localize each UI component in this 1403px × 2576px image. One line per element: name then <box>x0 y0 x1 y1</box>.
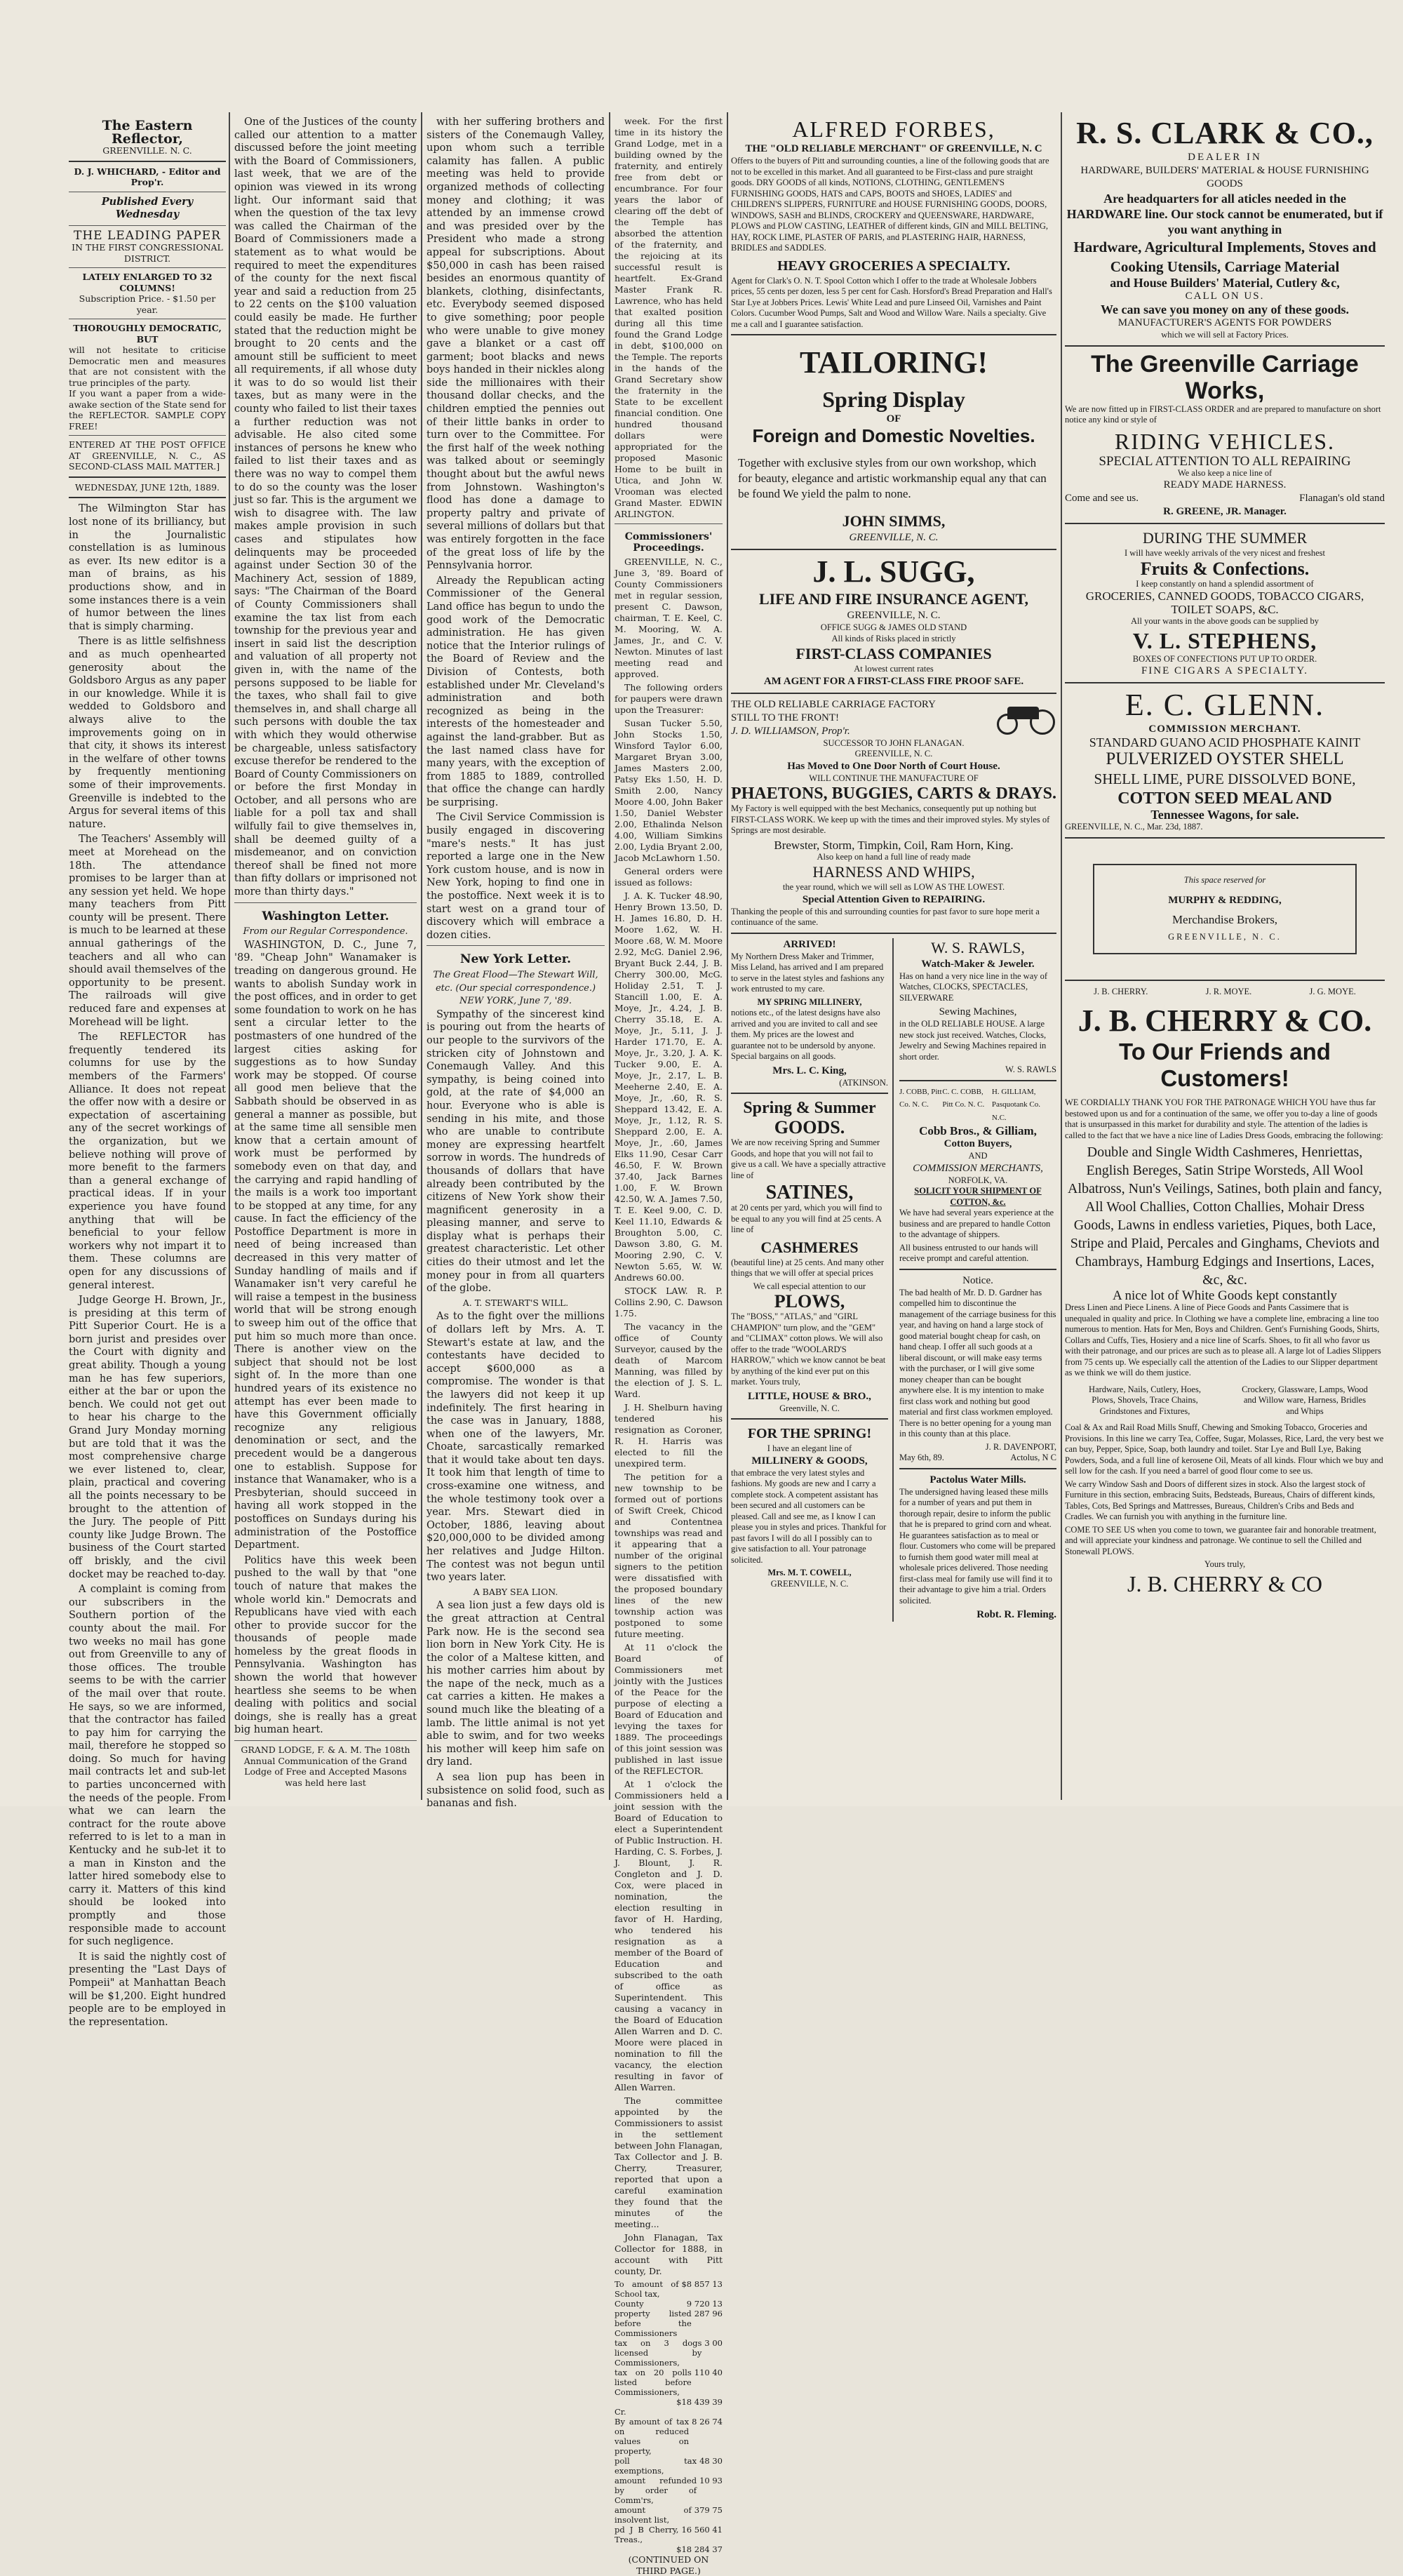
column-rule <box>421 112 422 1800</box>
glenn-guano: STANDARD GUANO ACID PHOSPHATE KAINIT <box>1089 735 1361 749</box>
ledger-row <box>615 2279 723 2299</box>
rawls-text2: in the OLD RELIABLE HOUSE. A large new stock just received. Watches, Clocks, Jewelry and Sewing Machines repaired in short order. <box>899 1019 1047 1062</box>
ledger-row <box>615 2299 723 2309</box>
article-paragraph: WASHINGTON, D. C., June 7, '89. "Cheap John" Wanamaker is treading on dangerous ground. He wants to abolish Sunday work in the post offices, and in order to get some foundation to work on he has sent a circular letter to the postmasters of one hundred of the largest cities asking for suggestions as to how Sunday work may be stopped. Of course all good men believe that the Sabbath should be observed in as general a manner as possible, but at the same time all sensible men know that a certain amount of work must be performed by somebody even on that day, and the carrying and rapid handling of the mails is a work too important to be stopped at any time, for any cause. In fact the efficiency of the Postoffice Department is more in need of being increased than decreased in this very matter of Sunday handling of mails and if Wanamaker isn't very careful he will raise a tempest in the business world that will be strong enough to sweep him out of the office that put him so much more than once. There is another view on the subject that should not be lost sight of. In the more than one hundred years of its existence no attempt has ever been made to have this Government officially recognize any religious denomination or sect, and the precedent would be a dangerous one to establish. Suppose for instance that Wanamaker, who is a Presbyterian, should succeed in having all work stopped in the postoffices on Sundays during his administration of the Postoffice Department. <box>234 939 417 1551</box>
for-spring-millinery: MILLINERY & GOODS, <box>751 1455 868 1467</box>
cashmeres-text: (beautiful line) at 25 cents. And many other things that we will offer at special prices <box>731 1257 884 1278</box>
cherry-text3: Coal & Ax and Rail Road Mills Snuff, Chewing and Smoking Tobacco, Groceries and Provisions. In this line we carry Tea, Coffee, Sugar, Molasses, Rice, Lard, the very best we can buy, Pepper, Spice, Soap, both laundry and toilet. Star Lye and Bull Lye, Baking Powders, Soda, and a full line of kerosene Oil, Meats of all kinds. Flour which we buy and sell low for the cash. If you need a barrel of good flour come to see us. <box>1065 1422 1384 1476</box>
column-5-ads <box>731 116 1056 1800</box>
arrived-title: ARRIVED! <box>783 938 836 950</box>
carriage-icon <box>993 701 1056 735</box>
column-rule <box>229 112 230 1800</box>
reserved-name: MURPHY & REDDING, <box>1168 895 1282 906</box>
cobb-name: Cobb Bros., & Gilliam, <box>919 1124 1037 1138</box>
tax-ledger <box>615 2279 723 2554</box>
clark-implements: Hardware, Agricultural Implements, Stoves and Cooking Utensils, Carriage Material <box>1073 239 1376 275</box>
for-spring-text: that embrace the very latest styles and fashions. My goods are new and I carry a complete stock. A competent assistant has been secured and all customers can be pleased. Call and see me, as I know I can please you in styles and prices. Thankful for past favors I will do all I possibly can to give satisfaction to all. Your patronage solicited. <box>731 1467 887 1565</box>
clark-line: HARDWARE, BUILDERS' MATERIAL & HOUSE FURNISHING GOODS <box>1080 165 1369 189</box>
carriage-works-come: Come and see us. <box>1065 493 1139 504</box>
ledger-value: 10 93 <box>699 2476 723 2485</box>
spring-summer-text: We are now receiving Spring and Summer Goods, and hope that you will not fail to give us a call. We have a specially attractive line of <box>731 1137 886 1180</box>
article-paragraph: A sea lion just a few days old is the great attraction at Central Park now. He is the second sea lion born in New York City. He is the color of a Maltese kitten, and his mother carries him about by the nape of the neck, much as a cat carries a kitten. He makes a sound much like the bleating of a lamb. The little animal is not yet able to swim, and for two weeks his mother will keep him safe on dry land. <box>427 1600 605 1768</box>
notice-loc: Actolus, N C <box>1010 1453 1056 1463</box>
ledger-label: By amount of tax on reduced values on property, <box>615 2417 690 2456</box>
article-paragraph: Already the Republican acting Commissioner of the General Land office has begun to undo the good work of the Democratic administration. He has given notice that the Interior rulings of the Board of Review and the Division of Contests, both established under Mr. Cleveland's administration and both recognized as being in the interests of the homesteader and against the land-grabber. But as the last named class have for many years, with the exception of from 1885 to 1889, controlled that office the change can hardly be surprising. <box>427 575 605 808</box>
stephens-weekly: I will have weekly arrivals of the very nicest and freshest <box>1124 548 1325 558</box>
cobb-partner: J. COBB, Pitt Co. N. C. <box>899 1087 942 1109</box>
cowell-place: GREENVILLE, N. C. <box>770 1578 849 1589</box>
glenn-name: E. C. GLENN. <box>1125 688 1325 722</box>
spring-summer-title: Spring & Summer <box>743 1099 876 1117</box>
sugg-rates: At lowest current rates <box>854 664 934 674</box>
notice-title: Notice. <box>962 1274 993 1286</box>
column-rule <box>1061 112 1062 1800</box>
cobb-text: We have had several years experience at the business and are prepared to handle Cotton to the advantage of shippers. <box>899 1208 1054 1240</box>
cobb-partners <box>899 1086 1056 1125</box>
pactolus-title: Pactolus Water Mills. <box>929 1474 1026 1486</box>
article-paragraph: The Teachers' Assembly will meet at Morehead on the 18th. The attendance promises to be larger than at any session yet held. We hope many teachers from Pitt county will be present. There is much to be learned at these annual gatherings of the teachers and all who can should avail themselves of the opportunity to be present. The railroads will give reduced fare and expenses at Morehead will be light. <box>69 834 226 1028</box>
lower-ads-left <box>731 938 894 1622</box>
masthead-democratic: THOROUGHLY DEMOCRATIC, BUT <box>73 323 222 345</box>
article-paragraph: GREENVILLE, N. C., June 3, '89. Board of County Commissioners met in regular session, present C. Dawson, chairman, T. E. Keel, C. M. Mooring, W. A. James, Jr., and C. V. Newton. Minutes of last meeting read and approved. <box>615 556 723 679</box>
satines-text: at 20 cents per yard, which you will find to be equal to any you will find at 25 cents. A line of <box>731 1203 882 1234</box>
reserved-line: This space reserved for <box>1183 874 1266 885</box>
continued-note: (CONTINUED ON THIRD PAGE.) <box>628 2554 709 2576</box>
ledger-value: 8 26 74 <box>692 2417 723 2427</box>
column-rule <box>609 112 610 1800</box>
tailoring-spring: Spring Display <box>822 387 965 412</box>
factory-prop: J. D. WILLIAMSON, Prop'r. <box>731 725 850 737</box>
reserved-space-box <box>1093 864 1357 954</box>
washington-letter-sub: From our Regular Correspondence. <box>243 926 408 937</box>
arrived-name: Mrs. L. C. King, <box>772 1065 847 1076</box>
article-paragraph: Judge George H. Brown, Jr., is presiding at this term of Pitt Superior Court. He is a born jurist and presides over the Court with dignity and great ability. Though a young man he has few superiors, either at the bar or upon the bench. We could not get out to hear his charge to the Grand Jury Monday morning but are told that it was the most comprehensive charge we ever listened to, clear, plain, practical and covering all the points necessary to be brought to the attention of the Jury. The people of Pitt county like Judge Brown. The business of the Court started off briskly, and the civil docket may be reached to-day. <box>69 1295 226 1580</box>
clark-name: R. S. CLARK & CO., <box>1076 116 1374 150</box>
article-paragraph: A sea lion pup has been in subsistence on solid food, such as bananas and fish. <box>427 1772 605 1810</box>
cherry-name: J. B. CHERRY & CO. <box>1078 1003 1372 1039</box>
spring-summer-goods: GOODS. <box>774 1117 845 1137</box>
article-paragraph: Sympathy of the sincerest kind is pouring out from the hearts of our people to the survivors of the stricken city of Johnstown and Conemaugh Valley. And this sympathy, is being coined into gold, at the rate of $4,000 an hour. Everyone who is able is sending in his mite, and those who are unable to contribute money are expressing heartfelt sorrow in words. The hundreds of thousands of dollars that have already been contributed by the citizens of New York show their magnificent generosity in a pleasing manner, and serve to display what is perhaps their greatest characteristic. Let other cities do their utmost and let the money pour in from all quarters of the globe. <box>427 1008 605 1295</box>
stephens-wants: All your wants in the above goods can be supplied by <box>1130 616 1319 626</box>
ledger-value <box>720 2407 723 2417</box>
grand-lodge-heading: GRAND LODGE, F. & A. M. The 108th Annual Communication of the Grand Lodge of Free and Accepted Masons was held here last <box>241 1744 410 1788</box>
ledger-value: 48 30 <box>699 2456 723 2466</box>
factory-also: Also keep on hand a full line of ready made <box>817 851 971 862</box>
carriage-works-special: SPECIAL ATTENTION TO ALL REPAIRING <box>1099 453 1351 469</box>
carriage-works-harness: READY MADE HARNESS. <box>1163 479 1287 490</box>
article-paragraph: The Wilmington Star has lost none of its brilliancy, but in the Journalistic constellation is as luminous as ever. Its new editor is a man of brains, as his productions show, and in some instances there is a vein of humor between the lines that is simply charming. <box>69 503 226 632</box>
plows-lead: We call especial attention to our <box>753 1281 866 1291</box>
ledger-value: 287 96 <box>694 2309 723 2318</box>
carriage-works-manager: R. GREENE, JR. Manager. <box>1163 506 1287 517</box>
tailoring-name: JOHN SIMMS, <box>842 512 946 530</box>
cherry-ad <box>1065 985 1385 1597</box>
factory-phaetons: PHAETONS, BUGGIES, CARTS & DRAYS. <box>731 785 1056 803</box>
pactolus-sig: Robt. R. Fleming. <box>976 1609 1056 1621</box>
cobb-partner: C. C. COBB, Pitt Co. N. C. <box>942 1087 985 1109</box>
ledger-label: tax on 20 polls listed before Commissioners, <box>615 2368 692 2397</box>
factory-continue: WILL CONTINUE THE MANUFACTURE OF <box>809 773 979 783</box>
rawls-text: Has on hand a very nice line in the way of Watches, CLOCKS, SPECTACLES, SILVERWARE <box>899 970 1048 1003</box>
article-paragraph: Susan Tucker 5.50, John Stocks 1.50, Winsford Taylor 6.00, Margaret Bryan 3.00, James Masters 2.00, Patsy Eks 1.50, H. D. Smith 2.00, Nancy Moore 4.00, John Baker 1.50, Daniel Webster 2.00, Ethalinda Nelson 4.00, William Simkins 2.00, Lydia Bryant 2.00, Jacob McLawhorn 1.50. <box>615 718 723 863</box>
cherry-goods: Double and Single Width Cashmeres, Henriettas, English Bereges, Satin Stripe Worsteds, All Wool Albatross, Nun's Veilings, Satines, both plain and fancy, All Wool Challies, Cotton Challies, Mohair Dress Goods, Lawns in endless varieties, Piques, both Lace, Stripe and Plaid, Percales and Ginghams, Cheviots and Chambrays, Hamburg Edgings and Insertions, Laces, &c, &c. <box>1068 1144 1382 1288</box>
glenn-lime: SHELL LIME, PURE DISSOLVED BONE, <box>1094 770 1356 787</box>
sugg-companies: FIRST-CLASS COMPANIES <box>796 645 992 662</box>
lower-ads-right <box>899 938 1056 1622</box>
ledger-value: 16 560 41 <box>681 2525 723 2535</box>
tailoring-place: GREENVILLE, N. C. <box>849 532 939 543</box>
plows-text: The "BOSS," "ATLAS," and "GIRL CHAMPION" turn plow, and the "GEM" and "CLIMAX" cotton plows. We will also offer to the trade "WOOLARD'S HARROW," which we know cannot be beat by anything of the kind ever put on this market. Yours truly, <box>731 1312 886 1387</box>
clark-call: CALL ON US. <box>1185 291 1265 302</box>
arrived-atk: (ATKINSON. <box>839 1077 888 1088</box>
masthead-entered: ENTERED AT THE POST OFFICE AT GREENVILLE, N. C., AS SECOND-CLASS MAIL MATTER.] <box>69 439 226 472</box>
for-spring-sub: I have an elegant line of <box>767 1443 852 1453</box>
glenn-title: COMMISSION MERCHANT. <box>1148 723 1301 735</box>
glenn-wagons: Tennessee Wagons, for sale. <box>1150 808 1299 822</box>
column-3 <box>427 116 605 1810</box>
ledger-value: 110 40 <box>694 2368 723 2377</box>
article-paragraph: Politics have this week been pushed to the wall by that "one touch of nature that makes the whole world kin." Democrats and Republicans have vied with each other to provide succor for the thousands of people made homeless by the great floods in Pennsylvania. Washington has shown the world that however heartless she seems to be when dealing with politics and social doings, she is really has a great big human heart. <box>234 1554 417 1736</box>
forbes-text: Offers to the buyers of Pitt and surrounding counties, a line of the following goods that are not to be excelled in this market. And all guaranteed to be First-class and pure straight goods. DRY GOODS of all kinds, NOTIONS, CLOTHING, GENTLEMEN'S FURNISHING GOODS, HATS and CAPS, BOOTS and SHOES, LADIES' and CHILDREN'S SLIPPERS, FURNITURE and HOUSE FURNISHING GOODS, DOORS, WINDOWS, SASH and BLINDS, CROCKERY and QUEENSWARE, HARDWARE, PLOWS and PLOW CASTING, LEATHER of different kinds, GIN and MILL BELTING, HAY, ROCK LIME, PLASTER OF PARIS, and PLASTERING HAIR, HARNESS, BRIDLES and SADDLES. <box>731 156 1049 253</box>
column-1 <box>69 118 226 2028</box>
cobb-text2: All business entrusted to our hands will receive prompt and careful attention. <box>899 1242 1038 1264</box>
section-heading: A BABY SEA LION. <box>473 1586 558 1597</box>
ledger-row <box>615 2309 723 2338</box>
cherry-friends: To Our Friends and Customers! <box>1119 1039 1331 1092</box>
sugg-office: OFFICE SUGG & JAMES OLD STAND <box>820 622 967 632</box>
ledger-row <box>615 2476 723 2505</box>
ledger-value: $18 439 39 <box>676 2397 723 2407</box>
ledger-label: pd J B Cherry, Treas., <box>615 2525 679 2544</box>
glenn-ad <box>1065 688 1385 833</box>
ledger-label: tax on 3 dogs licensed by Commissioners, <box>615 2338 702 2368</box>
stephens-during: DURING THE SUMMER <box>1142 529 1308 547</box>
ledger-row <box>615 2338 723 2368</box>
plows: PLOWS, <box>774 1291 845 1312</box>
tailoring-ad <box>731 345 1056 545</box>
carriage-factory-ad <box>731 698 1056 928</box>
sugg-name: J. L. SUGG, <box>812 554 975 589</box>
clark-dealer: DEALER IN <box>1188 152 1262 163</box>
ledger-row <box>615 2397 723 2407</box>
pactolus-text: The undersigned having leased these mills for a number of years and put them in thorough repair, desire to inform the public that he is prepared to grind corn and wheat. He guarantees satisfaction as to meal or flour. Customers who come will be prepared to furnish them good water mill meal at wholesale prices delivered. Those needing first-class meal for family use will find it to their advantage to give him a trial. Orders solicited. <box>899 1486 1056 1606</box>
glenn-oyster: PULVERIZED OYSTER SHELL <box>1106 749 1344 768</box>
notice-footer <box>899 1453 1056 1464</box>
article-paragraph: J. A. K. Tucker 48.90, Henry Brown 13.50, D. H. James 16.80, D. H. Moore 1.62, W. H. Moore .68, W. M. Moore 2.92, McG. Daniel 2.96, Bryant Buck 2.44, J. B. Cherry 300.00, McG. Holiday 2.51, T. J. Stancill 1.00, E. A. Moye, Jr., 4.24, J. B. Cherry 35.18, E. A. Moye, Jr., 5.11, J. J. Harder 171.70, E. A. Moye, Jr., 3.20, J. A. K. Tucker 9.00, E. A. Moye, Jr., 2.17, L. B. Meeherne 2.40, E. A. Moye, Jr., .60, R. S. Sheppard 13.42, E. A. Moye, Jr., 1.12, R. S. Sheppard 2.00, E. A. Moye, Jr., .60, James Elks 11.90, Cesar Carr 46.50, F. W. Brown 37.40, Jack Barnes 1.00, F. W. Brown 42.50, W. A. James 7.50, T. E. Keel 9.00, C. D. Keel 11.10, Edwards & Broughton 5.00, C. Dawson 3.80, G. M. Mooring 2.90, C. V. Newton 5.65, W. W. Andrews 60.00. <box>615 890 723 1283</box>
glenn-cotton: COTTON SEED MEAL AND <box>1117 789 1332 808</box>
carriage-works-flanagan: Flanagan's old stand <box>1299 493 1385 504</box>
sugg-agent: AM AGENT FOR A FIRST-CLASS FIRE PROOF SAFE. <box>763 675 1024 687</box>
carriage-works-footer <box>1065 492 1385 505</box>
factory-repairing: Special Attention Given to REPAIRING. <box>802 893 986 905</box>
stephens-keep: I keep constantly on hand a splendid assortment of <box>1136 578 1314 589</box>
article-paragraph: General orders were issued as follows: <box>615 866 723 888</box>
article-paragraph: The REFLECTOR has frequently tendered its columns for use by the members of the Farmers' Alliance. It does not repeat the offer now with a desire or expectation of ascertaining any of the secret workings of the organization, but we believe nothing will prove of more benefit to the farmers than a general exchange of practical ideas. If in your experience you have found anything that will be beneficial to your fellow workers why not impart it to them. These columns are open for any discussions of general interest. <box>69 1032 226 1291</box>
carriage-works-ad <box>1065 351 1385 519</box>
cherry-white: A nice lot of White Goods kept constantly <box>1113 1288 1337 1304</box>
carriage-works-text: We are now fitted up in FIRST-CLASS ORDER and are prepared to manufacture on short notice any kind or style of <box>1065 403 1381 425</box>
masthead-place: GREENVILLE. N. C. <box>102 145 192 156</box>
tailoring-title: TAILORING! <box>799 345 988 380</box>
masthead-price: Subscription Price. - $1.50 per year. <box>79 293 216 315</box>
cherry-list-left: Hardware, Nails, Cutlery, Hoes, Plows, Shovels, Trace Chains, Grindstones and Fixtures, <box>1089 1384 1201 1416</box>
clark-text: Are headquarters for all aticles needed in the HARDWARE line. Our stock cannot be enumerated, but if you want anything in <box>1066 192 1383 236</box>
forbes-tagline: THE "OLD RELIABLE MERCHANT" OF GREENVILLE, N. C <box>745 143 1042 154</box>
ledger-value: 3 00 <box>704 2338 723 2348</box>
masthead-district: IN THE FIRST CONGRESSIONAL DISTRICT. <box>72 242 223 264</box>
clark-ad <box>1065 116 1385 341</box>
ledger-label: poll tax exemptions, <box>615 2456 697 2476</box>
column-6-ads <box>1065 116 1385 1800</box>
ledger-value: 9 720 13 <box>686 2299 723 2309</box>
carriage-works-name: The Greenville Carriage Works, <box>1091 350 1359 404</box>
forbes-name: ALFRED FORBES, <box>792 116 995 142</box>
article-paragraph: STOCK LAW. R. P. Collins 2.90, C. Dawson 1.75. <box>615 1286 723 1319</box>
cherry-yours: Yours truly, <box>1204 1559 1246 1570</box>
ledger-label: property listed before the Commissioners <box>615 2309 692 2338</box>
article-paragraph: As to the fight over the millions of dollars left by Mrs. A. T. Stewart's estate at law, and the contestants have decided to accept $600,000 as a compromise. The wonder is that the lawyers did not keep it up indefinitely. The first hearing in the case was in January, 1888, when one of the lawyers, Mr. Choate, sarcastically remarked that it would take about ten days. It took him that length of time to cross-examine one witness, and the whole testimony took over a year. Mrs. Stewart died in October, 1886, leaving about $20,000,000 to be divided among her relatives and Judge Hilton. The contest was not begun until two years later. <box>427 1311 605 1584</box>
cherry-partner: J. G. MOYE. <box>1309 986 1356 996</box>
masthead-editor: D. J. WHICHARD, - Editor and Prop'r. <box>74 166 221 188</box>
little-house-firm: LITTLE, HOUSE & BRO., <box>748 1390 871 1402</box>
riding-vehicles: RIDING VEHICLES. <box>1114 428 1336 454</box>
clark-save: We can save you money on any of these goods. <box>1100 302 1349 316</box>
stephens-groceries: GROCERIES, CANNED GOODS, TOBACCO CIGARS, TOILET SOAPS, &C. <box>1085 589 1364 616</box>
cherry-lists <box>1065 1384 1385 1417</box>
ledger-row <box>615 2417 723 2456</box>
article-paragraph: There is as little selfishness and as much openhearted generosity about the Goldsboro Argus as any paper in our knowledge. While it is wedded to Goldsboro and always alive to the improvements going on in that city, it shows its interest in the welfare of other towns by frequently mentioning some of their improvements. Greenville is indebted to the Argus for several items of this nature. <box>69 636 226 830</box>
clark-house: and House Builders' Material, Cutlery &c, <box>1110 276 1340 290</box>
article-paragraph: A complaint is coming from our subscribers in the Southern portion of the county about the mail. For two weeks no mail has gone out from Greenville to any of those offices. The trouble seems to be with the carrier of the mail over that route. He says, so we are informed, that the contractor has failed to pay him for carrying the mail, therefore he stopped so doing. So much for having mail contracts let and sub-let to parties unconcerned with the needs of the people. From what we can learn the contract for the route above referred to is let to a man in Kentucky and he sub-let it to a man in Kinston and the latter hired somebody else to carry it. Matters of this kind should be looked into promptly and those responsible made to account for such negligence. <box>69 1584 226 1948</box>
lower-ads-row <box>731 938 1056 1622</box>
glenn-date: GREENVILLE, N. C., Mar. 23d, 1887. <box>1065 822 1203 832</box>
article-paragraph: The petition for a new township to be formed out of portions of Swift Creek, Chicod and Contentnea townships was read and it appearing that a number of the original signers to the petition were dissatisfied with the proposed boundary lines of the new township action was postponed to some future meeting. <box>615 1471 723 1639</box>
cobb-place: NORFOLK, VA. <box>948 1175 1008 1185</box>
masthead-enlarged: LATELY ENLARGED TO 32 COLUMNS! <box>82 272 213 293</box>
article-paragraph: It is said the nightly cost of presenting the "Last Days of Pompeii" at Manhattan Beach will be $1,200. Eight hundred people are to be employed in the representation. <box>69 1951 226 2028</box>
ledger-value: 379 75 <box>694 2505 723 2515</box>
section-heading: A. T. STEWART'S WILL. <box>462 1297 569 1308</box>
cobb-partner: H. GILLIAM, Pasquotank Co. N.C. <box>991 1087 1040 1122</box>
notice-sig: J. R. DAVENPORT, <box>985 1441 1056 1452</box>
washington-letter-heading: Washington Letter. <box>262 909 389 923</box>
factory-successor: SUCCESSOR TO JOHN FLANAGAN. <box>823 738 965 748</box>
sugg-risks: All kinds of Risks placed in strictly <box>831 633 956 643</box>
cherry-list-right: Crockery, Glassware, Lamps, Wood and Willow ware, Harness, Bridles and Whips <box>1242 1384 1368 1416</box>
ledger-value: $8 857 13 <box>681 2279 723 2289</box>
article-paragraph: J. H. Shelburn having tendered his resignation as Coroner, R. H. Harris was elected to fill the unexpired term. <box>615 1402 723 1469</box>
tailoring-text: Together with exclusive styles from our own workshop, which for beauty, elegance and artistic workmanship equal any that can be found We yield the palm to none. <box>738 456 1047 500</box>
cherry-sig: J. B. CHERRY & CO <box>1127 1570 1322 1596</box>
cobb-solicit: SOLICIT YOUR SHIPMENT OF COTTON, &c. <box>914 1186 1042 1207</box>
sugg-ad <box>731 554 1056 688</box>
stephens-fruits: Fruits & Confections. <box>1140 558 1310 579</box>
new-york-letter-heading: New York Letter. <box>459 952 572 967</box>
notice-date: May 6th, 89. <box>899 1453 944 1463</box>
new-york-letter-sub: The Great Flood—The Stewart Will, etc. (Our special correspondence.) NEW YORK, June 7, '89. <box>433 970 598 1007</box>
ledger-label: Cr. <box>615 2407 626 2417</box>
column-4 <box>615 116 723 2576</box>
tailoring-novelties: Foreign and Domestic Novelties. <box>752 425 1035 446</box>
masthead-leading: THE LEADING PAPER <box>74 228 221 243</box>
masthead-title: The Eastern Reflector, <box>102 118 193 147</box>
rawls-name: W. S. RAWLS, <box>931 938 1025 956</box>
ledger-label: County <box>615 2299 644 2309</box>
arrived-mtext: notions etc., of the latest designs have also arrived and you are invited to call and see them. My prices are the lowest and guarantee not to be undersold by anyone. Special bargains on all goods. <box>731 1008 880 1061</box>
article-paragraph: The Civil Service Commission is busily engaged in discovering "mare's nests." It has just reported a large one in the New York custom house, and is now in New York, hoping to find one in the postoffice. Next week it is to start west on a grand tour of discovery which will embrace a dozen cities. <box>427 812 605 941</box>
cherry-text2: Dress Linen and Piece Linens. A line of Piece Goods and Pants Cassimere that is unequaled in quality and price. In Clothing we have a complete line, embracing a line too numerous to mention. Hats for Men, Boys and Children. Gent's Furnishing Goods, Shirts, Collars and Cuffs, Ties, Hosiery and a nice line of Scarfs. Shoes, to fit all who favor us with their patronage, and our prices are such as to please all. A large lot of Ladies Slippers from 75 cents up. We especially call the attention of the Ladies to our Slipper department as we think we will do them justice. <box>1065 1302 1381 1378</box>
cherry-text4: We carry Window Sash and Doors of different sizes in stock. Also the largest stock of Furniture in this section, embracing Suits, Bedsteads, Bureaus, Chairs of different kinds, Tables, Cots, Bed Springs and Mattresses, Bureaus, Children's Cribs and Beds and Cradles. We can furnish you with anything in the furniture line. <box>1065 1479 1376 1522</box>
article-paragraph: week. For the first time in its history the Grand Lodge, met in a building owned by the fraternity, and entirely free from debt or encumbrance. For four years the labor of clearing off the debt of the Temple has absorbed the attention of the fraternity, and the rejoicing at its successful result is heartfelt. Ex-Grand Master Frank R. Lawrence, who has held that exalted position during all this time found the Grand Lodge in debt, $100,000 on the Temple. The reports in the hands of the Grand Secretary show the fraternity in the State to be excellent financial condition. One hundred thousand dollars were appropriated for the proposed Masonic Home to be built in Utica, and John W. Vrooman was elected Grand Master. EDWIN ARLINGTON. <box>615 116 723 519</box>
cherry-come: COME TO SEE US when you come to town, we guarantee fair and honorable treatment, and will appreciate your kindness and patronage. We continue to sell the Chilled and Stonewall PLOWS. <box>1065 1524 1376 1556</box>
factory-low: the year round, which we will sell as LOW AS THE LOWEST. <box>782 882 1005 892</box>
column-2 <box>234 116 417 1800</box>
factory-moved: Has Moved to One Door North of Court House. <box>787 760 1000 772</box>
arrived-text: My Northern Dress Maker and Trimmer, Miss Leland, has arrived and I am prepared to serve in the latest styles and fashions any work entrusted to my care. <box>731 951 885 994</box>
rawls-sewing: Sewing Machines, <box>939 1006 1017 1017</box>
stephens-name: V. L. STEPHENS, <box>1132 627 1317 653</box>
notice-text: The bad health of Mr. D. D. Gardner has compelled him to discontinue the management of the carriage business for this year, and having on hand a large stock of good material bought cheap for cash, on hand cheap. I offer all such goods at a liberal discount, or will make easy terms with the purchaser, or I will give some money cheaper than can be bought anywhere else. It is my intention to make first class work and nothing but good material and first class workmen employed. There is no better opening for a young man in this county than at this place. <box>899 1287 1056 1439</box>
tailoring-of: OF <box>886 413 901 425</box>
ledger-label: To amount of School tax, <box>615 2279 679 2299</box>
cherry-partners <box>1065 985 1385 999</box>
stephens-boxes: BOXES OF CONFECTIONS PUT UP TO ORDER. <box>1132 653 1317 664</box>
factory-line2: STILL TO THE FRONT! <box>731 712 840 723</box>
factory-springs: Brewster, Storm, Timpkin, Coil, Ram Horn, King. <box>774 838 1014 852</box>
little-house-place: Greenville, N. C. <box>779 1403 840 1413</box>
ledger-value: $18 284 37 <box>676 2544 723 2554</box>
article-paragraph: At 1 o'clock the Commissioners held a joint session with the Board of Education to elect a Superintendent of Public Instruction. H. Harding, C. S. Forbes, J. J. Blount, J. R. Congleton and J. D. Cox, were placed in nomination, the election resulting in favor of H. Harding, who tendered his resignation as a member of the Board of Education and subscribed to the oath of office as Superintendent. This causing a vacancy in the Board of Education Allen Warren and D. C. Moore were placed in nomination to fill the vacancy, the election resulting in favor of Allen Warren. <box>615 1779 723 2093</box>
article-paragraph: The committee appointed by the Commissioners to assist in the settlement between John Flanagan, Tax Collector and J. B. Cherry, Treasurer, reported that upon a careful examination they found that the minutes of the meeting... <box>615 2095 723 2229</box>
sugg-title: LIFE AND FIRE INSURANCE AGENT, <box>758 590 1029 608</box>
satines: SATINES, <box>765 1182 854 1203</box>
forbes-heavy: HEAVY GROCERIES A SPECIALTY. <box>777 258 1010 274</box>
forbes-ad <box>731 116 1056 330</box>
article-paragraph: The following orders for paupers were drawn upon the Treasurer: <box>615 682 723 715</box>
article-paragraph: At 11 o'clock the Board of Commissioners met jointly with the Justices of the Peace for the purpose of electing a Board of Education and levying the taxes for 1889. The proceedings of this joint session was published in last issue of the REFLECTOR. <box>615 1642 723 1776</box>
cherry-text: WE CORDIALLY THANK YOU FOR THE PATRONAGE WHICH YOU have thus far bestowed upon us and for a continuation of the same, we offer you to-day a line of goods that is unsurpassed in this market for durability and style. The attention of the ladies is called to the fact that we have a nice line of Ladies Dress Goods, embracing the following: <box>1065 1097 1383 1140</box>
for-spring-title: FOR THE SPRING! <box>747 1426 872 1441</box>
masthead-democratic-text: will not hesitate to criticise Democratic men and measures that are not consistent with the true principles of the party. <box>69 345 226 388</box>
reserved-place: GREENVILLE, N. C. <box>1168 932 1282 942</box>
cherry-partner: J. B. CHERRY. <box>1094 986 1148 996</box>
ledger-row <box>615 2525 723 2544</box>
article-paragraph: John Flanagan, Tax Collector for 1888, in account with Pitt county, Dr. <box>615 2232 723 2276</box>
forbes-agent: Agent for Clark's O. N. T. Spool Cotton which I offer to the trade at Wholesale Jobbers prices, 55 cents per dozen, less 5 per cent for Cash. Horsford's Bread Preparation and Hall's Star Lye at Jobbers Prices. Lewis' White Lead and pure Linseed Oil, Varnishes and Paint Colors. Cucumber Wood Pumps, Salt and Wood and Willow Ware. Nails a specialty. Give me a call and I guarantee satisfaction. <box>731 275 1052 329</box>
rawls-sig: W. S. RAWLS <box>1005 1065 1056 1074</box>
factory-harness: HARNESS AND WHIPS, <box>812 863 975 881</box>
clark-agents: MANUFACTURER'S AGENTS FOR POWDERS <box>1117 317 1332 328</box>
ledger-label: amount refunded by order of Comm'rs, <box>615 2476 697 2505</box>
factory-thanks: Thanking the people of this and surrounding counties for past favor to sure hope merit a continuance of the same. <box>731 906 1040 927</box>
cobb-buyers: Cotton Buyers, <box>944 1138 1012 1150</box>
factory-place: GREENVILLE, N. C. <box>854 749 933 759</box>
ledger-row <box>615 2407 723 2417</box>
commissioners-heading: Commissioners' Proceedings. <box>624 531 713 554</box>
clark-factory: which we will sell at Factory Prices. <box>1161 330 1289 340</box>
stephens-ad <box>1065 528 1385 678</box>
masthead-published: Published Every Wednesday <box>101 195 194 221</box>
ledger-label: amount of insolvent list, <box>615 2505 692 2525</box>
carriage-works-keep: We also keep a nice line of <box>1177 467 1273 478</box>
masthead-advise: If you want a paper from a wide-awake section of the State send for the REFLECTOR. SAMPLE COPY FREE! <box>69 388 226 432</box>
issue-date: WEDNESDAY, JUNE 12th, 1889. <box>74 481 220 493</box>
article-paragraph: One of the Justices of the county called our attention to a matter discussed before the joint meeting with the Board of Commissioners, last week, that we are of the opinion was viewed in its wrong light. Our informant said that when the question of the tax levy was called the Chairman of the Board of Commissioners made a statement as to what would be required to meet the expenditures of the county for the next fiscal year and said a reduction from 25 to 22 cents on the $100 valuation could easily be made. He further stated that the reduction might be brought to 20 cents and the amount still be sufficient to meet all requirements, if all whose duty it was to do so would list their taxes, but as many were in the county who failed to list their taxes a further reduction was not advisable. He also cited some instances of persons he knew who failed to list their taxes and as there was no way to compel them to do so the county was the loser just so far. This is the argument we wish to disagree with. The law makes ample provision in such cases and stipulates how delinquents may be proceeded against under Section 30 of the Machinery Act, session of 1889, says: "The Chairman of the Board of County Commissioners shall examine the tax list from each township for the previous year and insert in said list the description and valuation of all property not given in, with the name of the persons supposed to be liable for the taxes, who shall fail to give themselves in, and shall charge all such persons with double the tax with which they would otherwise be chargeable, unless satisfactory excuse therefor be rendered to the Board of County Commissioners on or before the first Monday in October, and all persons who are liable for a poll tax and shall wilfully fail to give themselves in, shall be deemed guilty of a misdemeanor, and on conviction thereof shall be fined not more than fifty dollars or imprisoned not more than thirty days." <box>234 116 417 898</box>
cherry-partner: J. R. MOYE. <box>1205 986 1252 996</box>
factory-line1: THE OLD RELIABLE CARRIAGE FACTORY <box>731 698 936 710</box>
ledger-row <box>615 2456 723 2476</box>
ledger-row <box>615 2505 723 2525</box>
arrived-millinery: MY SPRING MILLINERY, <box>757 996 862 1007</box>
stephens-cigars: FINE CIGARS A SPECIALTY. <box>1141 665 1309 676</box>
cobb-commission: COMMISSION MERCHANTS, <box>913 1162 1043 1174</box>
ledger-row <box>615 2368 723 2397</box>
reserved-trade: Merchandise Brokers, <box>1172 913 1278 926</box>
rawls-trade: Watch-Maker & Jeweler. <box>921 958 1035 970</box>
cowell-name: Mrs. M. T. COWELL, <box>767 1568 852 1577</box>
ledger-row <box>615 2544 723 2554</box>
article-paragraph: with her suffering brothers and sisters of the Conemaugh Valley, upon whom such a terrible calamity has fallen. A public meeting was held to provide organized methods of collecting money and clothing; it was attended by an immense crowd and was presided over by the President who made a strong appeal for subscriptions. About $50,000 in cash has been raised besides an enormous quantity of blankets, clothing, disinfectants, etc. Everybody seemed disposed to give something; poor people who were unable to give money gave a blanket or a cast off garment; boot blacks and news boys handed in their nickles along side the millionaires with their thousand dollar checks, and the children emptied the pennies out of their little banks in order to turn over to the Committee. For the first half of the week nothing was talked about or seemingly thought about but the awful news from Johnstown. Washington's flood has done a damage to property paltry and private of several millions of dollars but that was entirely forgotten in the face of the great loss of life by the Pennsylvania horror. <box>427 116 605 572</box>
cashmeres: CASHMERES <box>760 1238 859 1256</box>
article-paragraph: The vacancy in the office of County Surveyor, caused by the death of Marcom Manning, was filled by the election of J. S. L. Ward. <box>615 1321 723 1399</box>
cobb-and: AND <box>968 1151 988 1161</box>
sugg-place: GREENVILLE, N. C. <box>847 610 941 621</box>
factory-text: My Factory is well equipped with the best Mechanics, consequently put up nothing but FIRST-CLASS WORK. We keep up with the times and their improved styles. My styles of Springs are most desirable. <box>731 803 1050 835</box>
column-rule <box>727 112 728 1800</box>
